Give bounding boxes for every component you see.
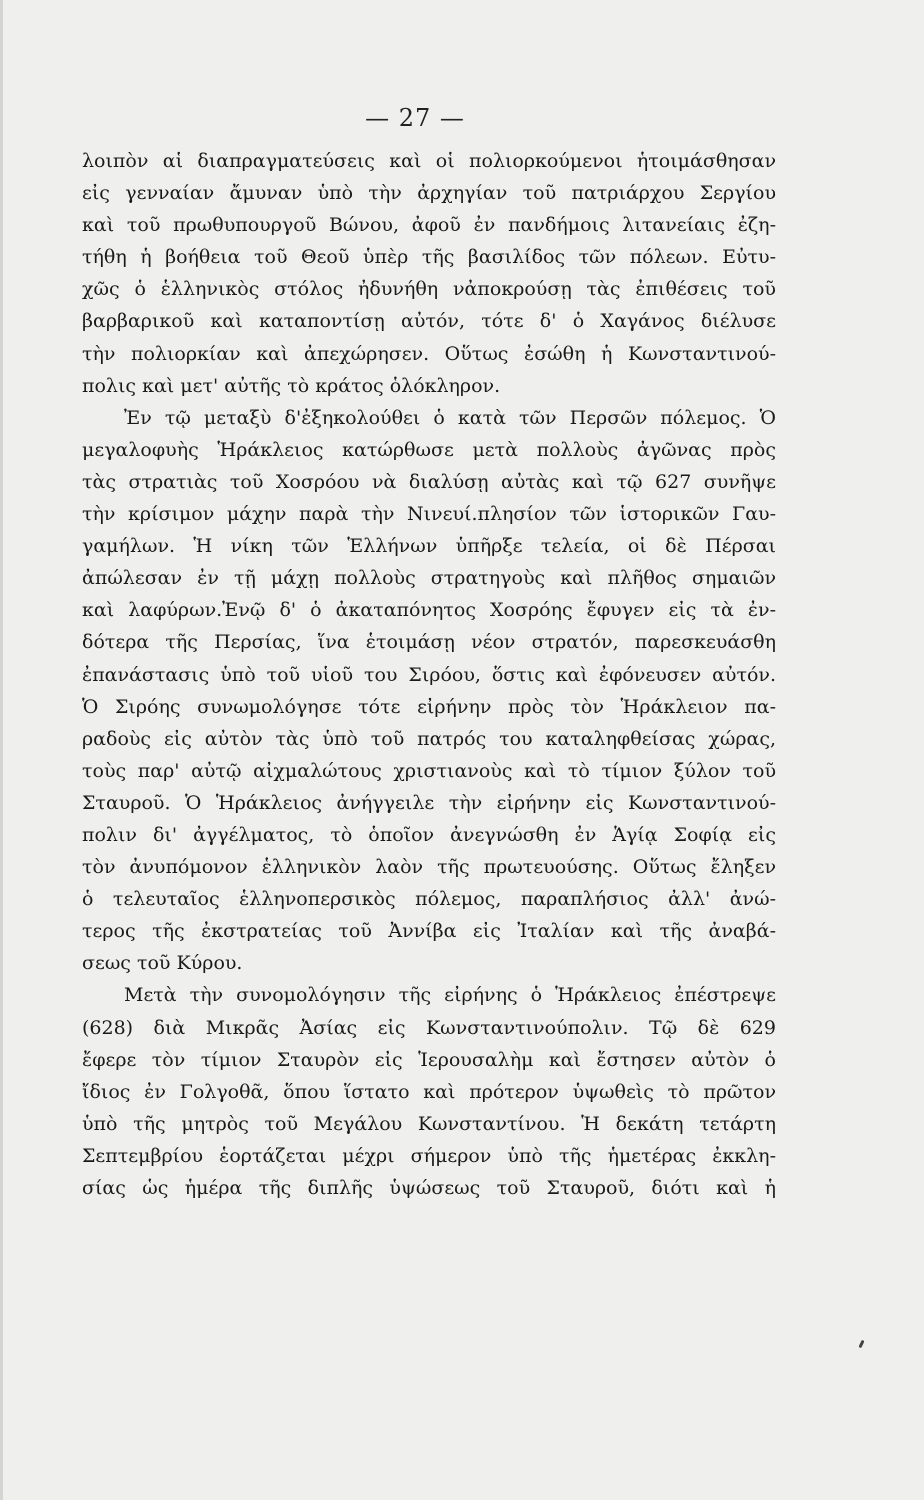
text-line: γαμήλων. Ἡ νίκη τῶν Ἑλλήνων ὑπῆρξε τελεία, οἱ δὲ Πέρσαι (82, 535, 776, 558)
text-line: λοιπὸν αἱ διαπραγματεύσεις καὶ οἱ πολιορκούμενοι ἡτοιμάσθησαν (82, 150, 776, 172)
text-line: πολιν δι' ἀγγέλματος, τὸ ὁποῖον ἀνεγνώσθη ἐν Ἁγίᾳ Σοφίᾳ εἰς (82, 823, 776, 846)
body-text (82, 145, 776, 1204)
text-line: τήθη ἡ βοήθεια τοῦ Θεοῦ ὑπὲρ τῆς βασιλίδος τῶν πόλεων. Εὐτυ- (82, 246, 776, 269)
text-line: χῶς ὁ ἑλληνικὸς στόλος ἠδυνήθη νἀποκρούσῃ τὰς ἐπιθέσεις τοῦ (82, 278, 776, 301)
text-line: Σεπτεμβρίου ἑορτάζεται μέχρι σήμερον ὑπὸ τῆς ἡμετέρας ἐκκλη- (82, 1144, 776, 1167)
text-line: σίας ὡς ἡμέρα τῆς διπλῆς ὑψώσεως τοῦ Σταυροῦ, διότι καὶ ἡ (82, 1177, 776, 1199)
text-line: Σταυροῦ. Ὁ Ἡράκλειος ἀνήγγειλε τὴν εἰρήνην εἰς Κωνσταντινού- (82, 791, 776, 814)
text-line: ἐπανάστασις ὑπὸ τοῦ υἱοῦ του Σιρόου, ὅστις καὶ ἐφόνευσεν αὐτόν. (82, 663, 776, 686)
text-line: σεως τοῦ Κύρου. (82, 952, 243, 975)
text-line: ραδοὺς εἰς αὐτὸν τὰς ὑπὸ τοῦ πατρός του καταληφθείσας χώρας, (82, 727, 776, 750)
text-line: τὸν ἀνυπόμονον ἑλληνικὸν λαὸν τῆς πρωτευούσης. Οὕτως ἔληξεν (82, 856, 776, 879)
text-line: ὑπὸ τῆς μητρὸς τοῦ Μεγάλου Κωνσταντίνου. Ἡ δεκάτη τετάρτη (82, 1112, 776, 1135)
text-line: καὶ τοῦ πρωθυπουργοῦ Βώνου, ἀφοῦ ἐν πανδήμοις λιτανείαις ἐζη- (82, 214, 776, 237)
text-line: τοὺς παρ' αὐτῷ αἰχμαλώτους χριστιανοὺς καὶ τὸ τίμιον ξύλον τοῦ (82, 759, 776, 782)
text-line: δότερα τῆς Περσίας, ἵνα ἑτοιμάσῃ νέον στρατόν, παρεσκευάσθη (82, 631, 776, 654)
page-number: — 27 — (365, 104, 465, 132)
text-line: Μετὰ τὴν συνομολόγησιν τῆς εἰρήνης ὁ Ἡράκλειος ἐπέστρεψε (124, 984, 776, 1007)
text-line: Ὁ Σιρόης συνωμολόγησε τότε εἰρήνην πρὸς τὸν Ἡράκλειον πα- (82, 695, 776, 718)
text-line: ἀπώλεσαν ἐν τῇ μάχῃ πολλοὺς στρατηγοὺς καὶ πλῆθος σημαιῶν (82, 567, 776, 590)
text-line: βαρβαρικοῦ καὶ καταποντίσῃ αὐτόν, τότε δ' ὁ Χαγάνος διέλυσε (82, 310, 776, 333)
text-line: τερος τῆς ἐκστρατείας τοῦ Ἀννίβα εἰς Ἰταλίαν καὶ τῆς ἀναβά- (82, 920, 776, 943)
text-line: εἰς γενναίαν ἄμυναν ὑπὸ τὴν ἀρχηγίαν τοῦ πατριάρχου Σεργίου (82, 182, 776, 205)
text-line: ἔφερε τὸν τίμιον Σταυρὸν εἰς Ἱερουσαλὴμ καὶ ἔστησεν αὐτὸν ὁ (82, 1048, 776, 1071)
ink-speck (858, 1340, 864, 1349)
text-line: ἴδιος ἐν Γολγοθᾶ, ὅπου ἵστατο καὶ πρότερον ὑψωθεὶς τὸ πρῶτον (82, 1080, 776, 1103)
text-line: πολις καὶ μετ' αὐτῆς τὸ κράτος ὁλόκληρον. (82, 374, 501, 397)
text-line: τὴν πολιορκίαν καὶ ἀπεχώρησεν. Οὕτως ἐσώθη ἡ Κωνσταντινού- (82, 342, 776, 365)
text-line: ὁ τελευταῖος ἑλληνοπερσικὸς πόλεμος, παραπλήσιος ἀλλ' ἀνώ- (82, 888, 776, 911)
text-line: τὴν κρίσιμον μάχην παρὰ τὴν Νινευί.πλησίον τῶν ἱστορικῶν Γαυ- (82, 503, 776, 526)
text-line: καὶ λαφύρων.Ἐνῷ δ' ὁ ἀκαταπόνητος Χοσρόης ἔφυγεν εἰς τὰ ἐν- (82, 599, 776, 622)
text-line: μεγαλοφυὴς Ἡράκλειος κατώρθωσε μετὰ πολλοὺς ἀγῶνας πρὸς (82, 438, 776, 461)
text-line: (628) διὰ Μικρᾶς Ἀσίας εἰς Κωνσταντινούπολιν. Τῷ δὲ 629 (82, 1016, 776, 1039)
text-line: τὰς στρατιὰς τοῦ Χοσρόου νὰ διαλύσῃ αὐτὰς καὶ τῷ 627 συνῆψε (82, 470, 776, 493)
text-line: Ἐν τῷ μεταξὺ δ'ἐξηκολούθει ὁ κατὰ τῶν Περσῶν πόλεμος. Ὁ (124, 406, 776, 429)
